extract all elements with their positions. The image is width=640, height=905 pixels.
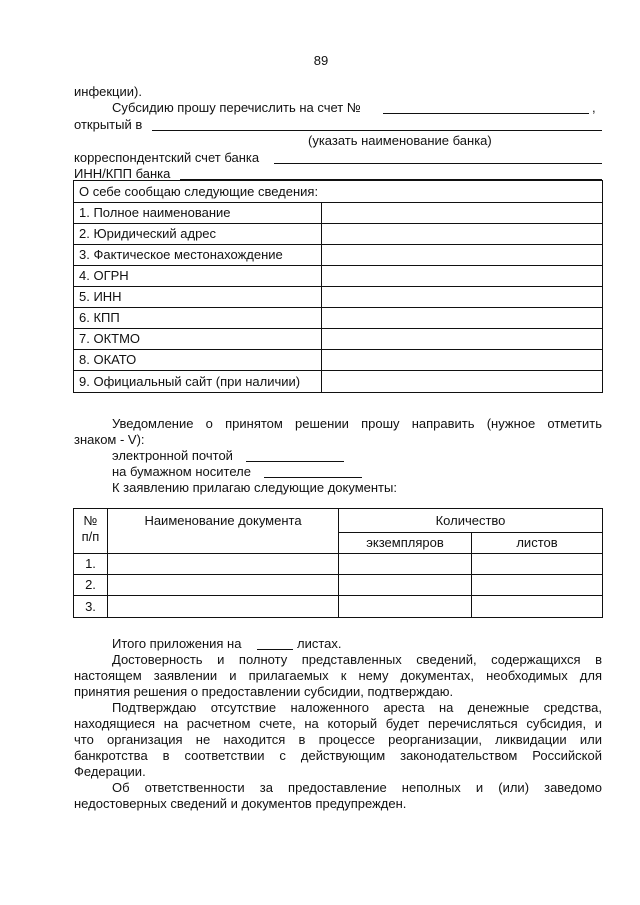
info-row-value[interactable]	[322, 203, 603, 224]
p1-line1: Достоверность и полноту представленных сведений, содержащихся в	[112, 652, 602, 667]
col-sheets-header: листов	[472, 533, 603, 554]
sheets-cell[interactable]	[472, 554, 603, 575]
p2-line2: находящиеся на расчетном счете, на который будет перечисляться субсидия, и	[74, 716, 602, 731]
subsidy-account-label: Субсидию прошу перечислить на счет №	[112, 100, 361, 115]
option-paper-field[interactable]	[264, 465, 362, 478]
table-row	[74, 575, 603, 596]
info-row-label: 2. Юридический адрес	[74, 224, 322, 245]
col-copies-header: экземпляров	[339, 533, 472, 554]
info-table	[73, 180, 603, 393]
col-num-sign: №	[83, 513, 98, 528]
row-number: 3.	[74, 596, 108, 618]
info-row-value[interactable]	[322, 329, 603, 350]
corr-account-label: корреспондентский счет банка	[74, 150, 260, 165]
sheets-cell[interactable]	[472, 575, 603, 596]
copies-cell[interactable]	[339, 575, 472, 596]
p2-line3: что организация не находится в процессе реорганизации, ликвидации или	[74, 732, 602, 747]
info-row-value[interactable]	[322, 245, 603, 266]
intro-line-infection: инфекции).	[74, 84, 142, 99]
info-table-header: О себе сообщаю следующие сведения:	[74, 181, 603, 203]
p1-line2: настоящем заявлении и прилагаемых к нему документах, необходимых для	[74, 668, 602, 683]
col-num-pp: п/п	[81, 529, 100, 544]
option-paper-label: на бумажном носителе	[112, 464, 251, 479]
opened-in-label: открытый в	[74, 117, 143, 132]
inn-kpp-label: ИНН/КПП банка	[74, 166, 171, 181]
copies-cell[interactable]	[339, 596, 472, 618]
col-qty-header: Количество	[339, 509, 603, 533]
table-row	[74, 554, 603, 575]
notification-text-cont: знаком - V):	[74, 432, 145, 447]
info-row-value[interactable]	[322, 266, 603, 287]
page-number: 89	[313, 53, 329, 68]
info-row-label: 4. ОГРН	[74, 266, 322, 287]
corr-account-field[interactable]	[274, 151, 602, 164]
info-row-label: 9. Официальный сайт (при наличии)	[74, 371, 322, 393]
comma: ,	[592, 100, 596, 115]
row-number: 1.	[74, 554, 108, 575]
info-row-value[interactable]	[322, 371, 603, 393]
info-row-label: 3. Фактическое местонахождение	[74, 245, 322, 266]
doc-name-cell[interactable]	[108, 596, 339, 618]
docs-table	[73, 508, 603, 618]
p2-line1: Подтверждаю отсутствие наложенного ареста на денежные средства,	[112, 700, 602, 715]
total-sheets-field[interactable]	[257, 637, 293, 650]
account-number-field[interactable]	[383, 101, 589, 114]
bank-name-field[interactable]	[152, 118, 602, 131]
info-row-label: 6. КПП	[74, 308, 322, 329]
info-row-label: 1. Полное наименование	[74, 203, 322, 224]
attach-label: К заявлению прилагаю следующие документы:	[112, 480, 397, 495]
total-pre: Итого приложения на	[112, 636, 242, 651]
info-row-label: 8. ОКАТО	[74, 350, 322, 371]
bank-name-hint: (указать наименование банка)	[308, 133, 492, 148]
info-row-value[interactable]	[322, 350, 603, 371]
sheets-cell[interactable]	[472, 596, 603, 618]
p3-line2: недостоверных сведений и документов предупрежден.	[74, 796, 407, 811]
inn-kpp-field[interactable]	[180, 167, 602, 180]
p2-line5: Федерации.	[74, 764, 146, 779]
option-email-label: электронной почтой	[112, 448, 233, 463]
doc-name-cell[interactable]	[108, 575, 339, 596]
p1-line3: принятия решения о предоставлении субсидии, подтверждаю.	[74, 684, 454, 699]
p2-line4: банкротства в соответствии с действующим законодательством Российской	[74, 748, 602, 763]
info-row-value[interactable]	[322, 287, 603, 308]
info-row-value[interactable]	[322, 224, 603, 245]
col-name-header: Наименование документа	[108, 509, 339, 554]
notification-text: Уведомление о принятом решении прошу направить (нужное отметить	[112, 416, 602, 431]
option-email-field[interactable]	[246, 449, 344, 462]
table-row	[74, 596, 603, 618]
copies-cell[interactable]	[339, 554, 472, 575]
info-row-label: 5. ИНН	[74, 287, 322, 308]
col-num-header	[74, 509, 108, 554]
row-number: 2.	[74, 575, 108, 596]
total-post: листах.	[297, 636, 342, 651]
p3-line1: Об ответственности за предоставление неполных и (или) заведомо	[112, 780, 602, 795]
info-row-label: 7. ОКТМО	[74, 329, 322, 350]
doc-name-cell[interactable]	[108, 554, 339, 575]
info-row-value[interactable]	[322, 308, 603, 329]
